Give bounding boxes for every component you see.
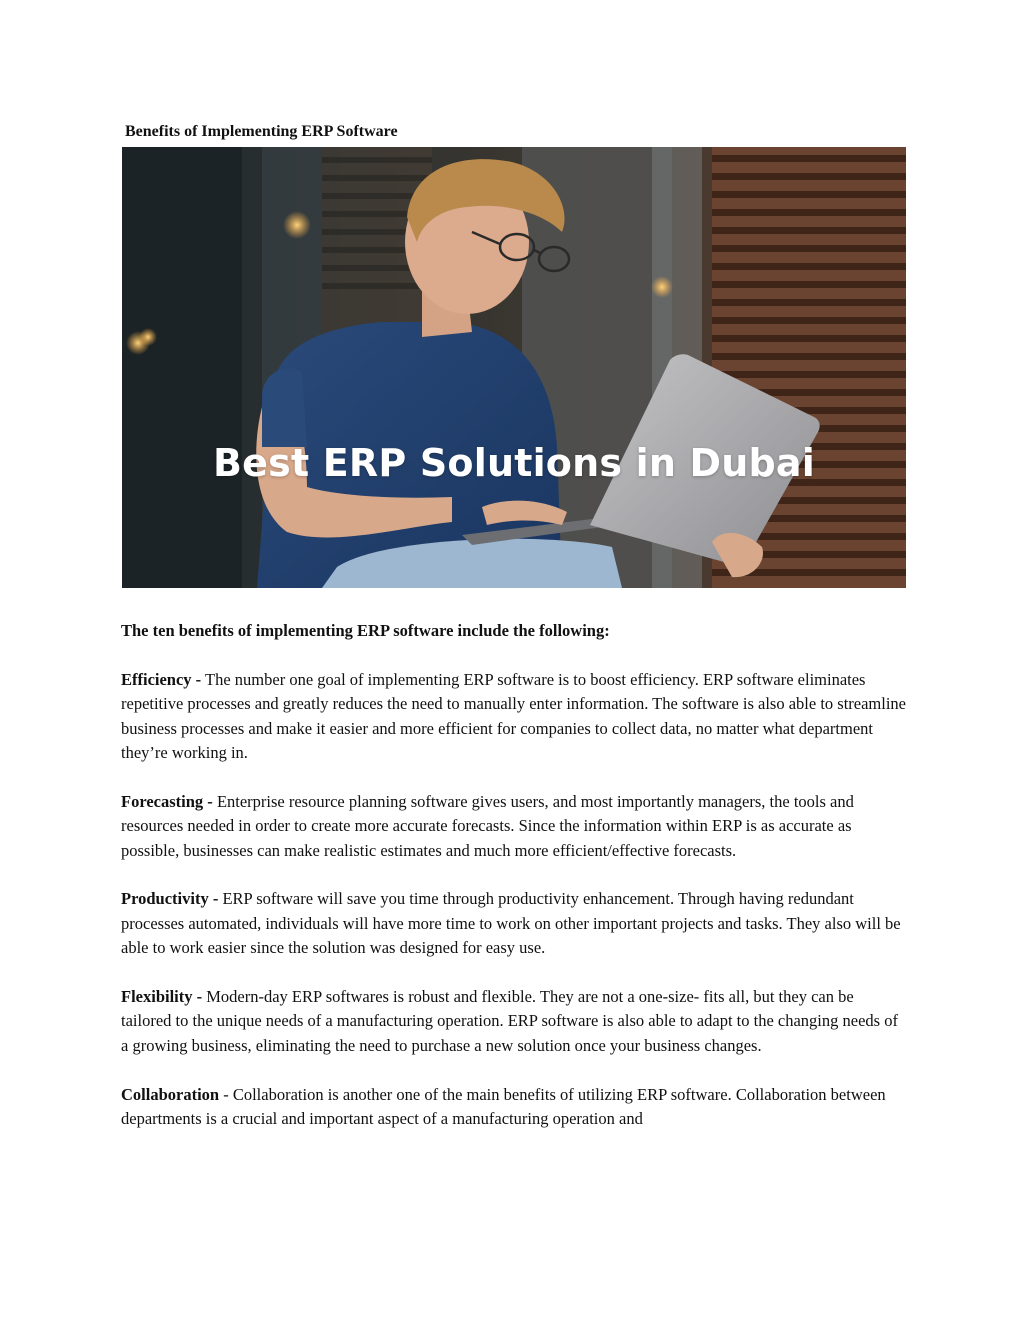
benefit-text: The number one goal of implementing ERP software is to boost efficiency. ERP software eliminates repetitive processes and greatly reduces the need to manually enter information. The software is also able to streamline business processes and make it easier and more efficient for companies to collect data, no matter what department they’re working in. — [121, 669, 906, 763]
intro-heading: The ten benefits of implementing ERP software include the following: — [121, 621, 610, 640]
benefit-term: Efficiency - — [121, 669, 202, 689]
benefit-productivity — [121, 887, 907, 960]
photo-person-with-laptop-icon — [122, 147, 906, 588]
benefit-forecasting — [121, 790, 907, 863]
benefit-text: Enterprise resource planning software gives users, and most importantly managers, the tools and resources needed in order to create more accurate forecasts. Since the information within ERP is as accurate as possible, businesses can make realistic estimates and much more efficient/effective forecasts. — [121, 791, 854, 860]
hero-caption: Best ERP Solutions in Dubai — [213, 441, 815, 485]
page-title: Benefits of Implementing ERP Software — [125, 123, 398, 140]
benefit-term: Collaboration — [121, 1084, 220, 1104]
benefit-term: Forecasting - — [121, 791, 213, 811]
benefit-efficiency — [121, 668, 907, 766]
benefit-text: Modern-day ERP softwares is robust and flexible. They are not a one-size- fits all, but they can be tailored to the unique needs of a manufacturing operation. ERP software is also able to adapt to the changing needs of a growing business, eliminating the need to purchase a new solution once your business changes. — [121, 987, 898, 1055]
hero-image — [122, 147, 906, 588]
benefit-text: ERP software will save you time through productivity enhancement. Through having redundant processes automated, individuals will have more time to work on other important projects and tasks. They also will be able to work easier since the solution was designed for easy use. — [121, 889, 901, 958]
benefit-term: Flexibility - — [121, 987, 203, 1007]
benefit-text: - Collaboration is another one of the main benefits of utilizing ERP software. Collaboration between departments is a crucial and important aspect of a manufacturing operation and — [121, 1084, 886, 1129]
benefit-flexibility — [121, 985, 907, 1058]
benefit-collaboration — [121, 1083, 907, 1132]
article-body — [121, 619, 907, 1156]
benefit-term: Productivity - — [121, 889, 219, 909]
